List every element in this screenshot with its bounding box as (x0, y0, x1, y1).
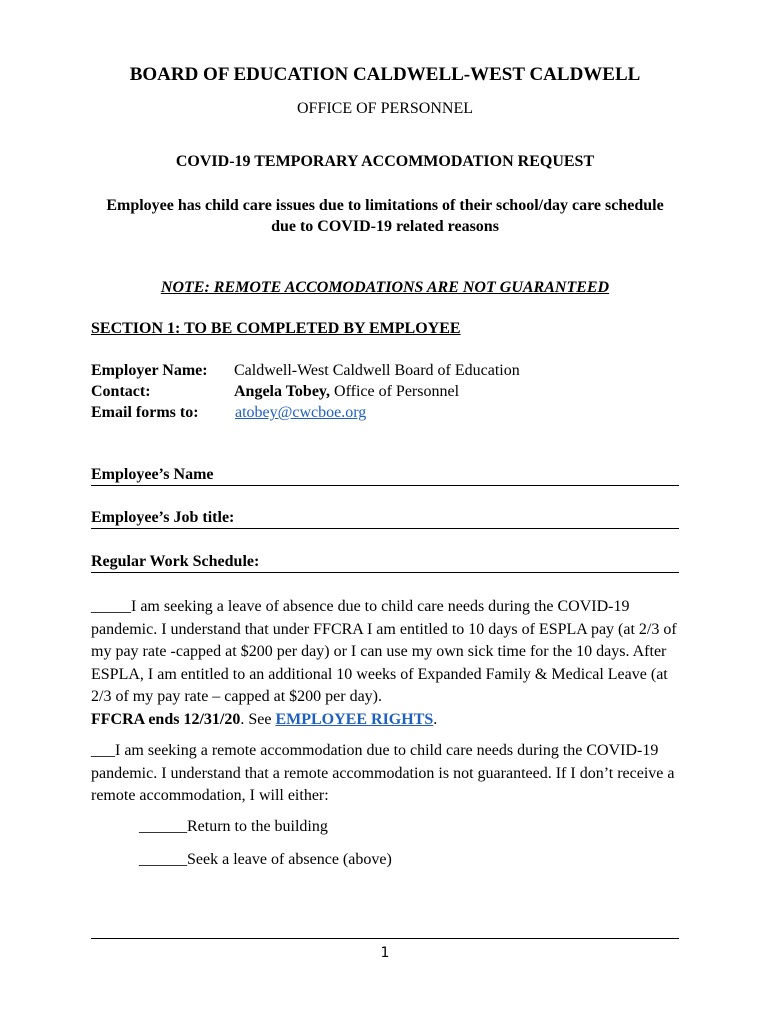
form-description: Employee has child care issues due to limitations of their school/day care schedule due to COVID-19 related reasons (106, 197, 664, 235)
employer-value: Caldwell-West Caldwell Board of Education (234, 362, 520, 379)
office-name: OFFICE OF PERSONNEL (296, 100, 474, 117)
contact-name: Angela Tobey, (234, 383, 331, 400)
section-1-heading: SECTION 1: TO BE COMPLETED BY EMPLOYEE (91, 320, 461, 337)
contact-value (234, 383, 459, 401)
ffcra-end-text: FFCRA ends 12/31/20 (91, 710, 241, 728)
contact-office: Office of Personnel (330, 383, 460, 400)
remote-option-text: I am seeking a remote accommodation due to child care needs during the COVID-19 pandemic. I understand that a remote accommodation is not guaranteed. If I don’t receive a remote accommodation, I will either: (91, 742, 675, 805)
employer-label: Employer Name: (91, 362, 208, 379)
return-option-text: Return to the building (187, 818, 328, 835)
contact-label: Contact: (91, 383, 151, 400)
remote-option (91, 740, 691, 808)
see-text: . See (240, 710, 276, 728)
footer-divider (91, 938, 679, 939)
employee-rights-link[interactable]: EMPLOYEE RIGHTS (275, 710, 434, 728)
return-option (139, 818, 328, 836)
email-value (235, 404, 366, 422)
job-title-field[interactable]: Employee’s Job title: (91, 509, 679, 529)
work-schedule-field[interactable]: Regular Work Schedule: (91, 553, 679, 573)
employee-name-field[interactable]: Employee’s Name (91, 466, 679, 486)
email-label: Email forms to: (91, 404, 199, 421)
document-title: BOARD OF EDUCATION CALDWELL-WEST CALDWELL (129, 64, 641, 85)
period-text: . (433, 710, 438, 728)
leave-option (91, 596, 691, 732)
seek-leave-option (139, 851, 392, 869)
note-text: NOTE: REMOTE ACCOMODATIONS ARE NOT GUARANTEED (160, 279, 610, 296)
seek-checkbox-blank[interactable]: ______ (139, 851, 187, 868)
form-title: COVID-19 TEMPORARY ACCOMMODATION REQUEST (175, 153, 595, 170)
seek-option-text: Seek a leave of absence (above) (187, 851, 392, 868)
page-number: 1 (380, 945, 390, 961)
leave-option-text: I am seeking a leave of absence due to child care needs during the COVID-19 pandemic. I understand that under FFCRA I am entitled to 10 days of ESPLA pay (at 2/3 of my pay rate -capped at $200 per day) or I can use my own sick time for the 10 days. After ESPLA, I am entitled to an additional 10 weeks of Expanded Family & Medical Leave (at 2/3 of my pay rate – capped at $200 per day). (91, 598, 677, 706)
return-checkbox-blank[interactable]: ______ (139, 818, 187, 835)
leave-checkbox-blank[interactable]: _____ (91, 598, 131, 615)
email-link[interactable]: atobey@cwcboe.org (235, 404, 367, 421)
remote-checkbox-blank[interactable]: ___ (91, 742, 115, 759)
